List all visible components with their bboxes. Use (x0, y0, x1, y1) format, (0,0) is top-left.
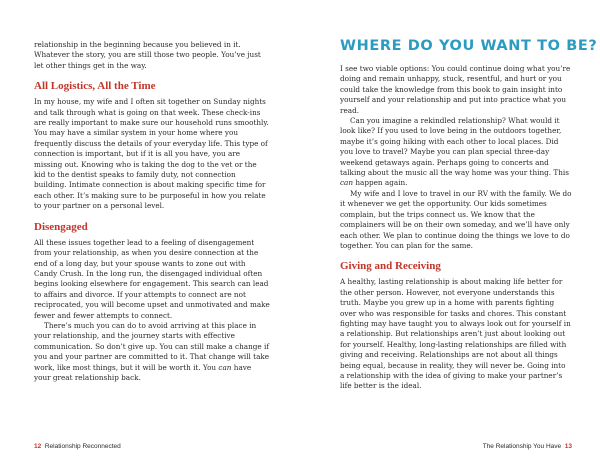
right-page-body (340, 64, 572, 392)
options-paragraph: I see two viable options: You could continue doing what you’re doing and remain unhappy, stuck, resentful, and hurt or you could take the knowledge from this book to gain insight into yourself and your relationship and put into practice what you read. (340, 64, 571, 115)
rv-paragraph: My wife and I love to travel in our RV with the family. We do it whenever we get the opportunity. Our kids sometimes complain, but the trips connect us. We know that the complainers will be on their own someday, and we’ll have only each other. We plan to continue doing the things we love to do together. You can plan for the same. (340, 188, 572, 250)
text-run: happen again. (353, 178, 408, 188)
text-run: There’s much you can do to avoid arriving at this place in your relationship, and the journey starts with effective communication. So don’t give up. You can still make a change if you and your partner are committed to it. That change will take work, like most things, but it will be worth it. You (34, 320, 270, 372)
disengaged-paragraph-2 (34, 321, 270, 383)
text-run: Can you imagine a rekindled relationship? What would it look like? If you used to love being in the outdoors together, maybe it’s going hiking with each other to local places. Did you love to travel? Maybe you can plan special three-day weekend getaways again. Perhaps going to concerts and talking about the music all the way home was your thing. This (340, 116, 569, 178)
section-heading-logistics: All Logistics, All the Time (34, 80, 156, 93)
section-heading-disengaged: Disengaged (34, 220, 88, 233)
right-page (300, 0, 600, 464)
logistics-paragraph: In my house, my wife and I often sit together on Sunday nights and talk through what is going on that week. These check-ins are really important to make sure our household runs smoothly. You may have a similar system in your home where you frequently discuss the details of your everyday life. This type of connection is important, but if it is all you have, you are missing out. Knowing who is taking the dog to the vet or the kid to the dentist speaks to family duty, not connection building. Intimate connection is about making specific time for each other. It’s making sure to be purposeful in how you relate to your partner on a personal level. (34, 97, 269, 211)
page-number: 12 (34, 443, 42, 450)
section-heading-giving: Giving and Receiving (340, 260, 441, 273)
disengaged-paragraph-1: All these issues together lead to a feeling of disengagement from your relationship, as when you desire connection at the end of a long day, but your spouse wants to zone out with Candy Crush. In the long run, the disengaged individual often begins looking elsewhere for engagement. This search can lead to affairs and divorce. If your attempts to connect are not reciprocated, you will become upset and unmotivated and make fewer and fewer attempts to connect. (34, 237, 270, 320)
text-run: have your great relationship back. (34, 362, 252, 382)
right-page-footer (483, 443, 572, 450)
page-number: 13 (564, 443, 572, 450)
chapter-title: WHERE DO YOU WANT TO BE? (340, 38, 598, 54)
emphasis-text: can (218, 362, 232, 372)
left-page-body (34, 40, 270, 383)
left-page-footer (34, 443, 121, 450)
running-title: The Relationship You Have (482, 443, 562, 450)
running-title: Relationship Reconnected (44, 443, 121, 450)
rekindled-paragraph (340, 116, 572, 189)
intro-paragraph: relationship in the beginning because you believed in it. Whatever the story, you are still those two people. You’ve just let other things get in the way. (34, 40, 261, 70)
giving-paragraph: A healthy, lasting relationship is about making life better for the other person. However, not everyone understands this truth. Maybe you grew up in a home with parents fighting over who was responsible for tasks and chores. This constant fighting may have taught you to always look out for yourself in a relationship. But relationships aren’t just about looking out for yourself. Healthy, long-lasting relationships are filled with giving and receiving. Relationships are not about all things being equal, because in reality, they will never be. Going into a relationship with the idea of giving to make your partner’s life better is the ideal. (340, 277, 571, 391)
emphasis-text: can (340, 178, 354, 188)
